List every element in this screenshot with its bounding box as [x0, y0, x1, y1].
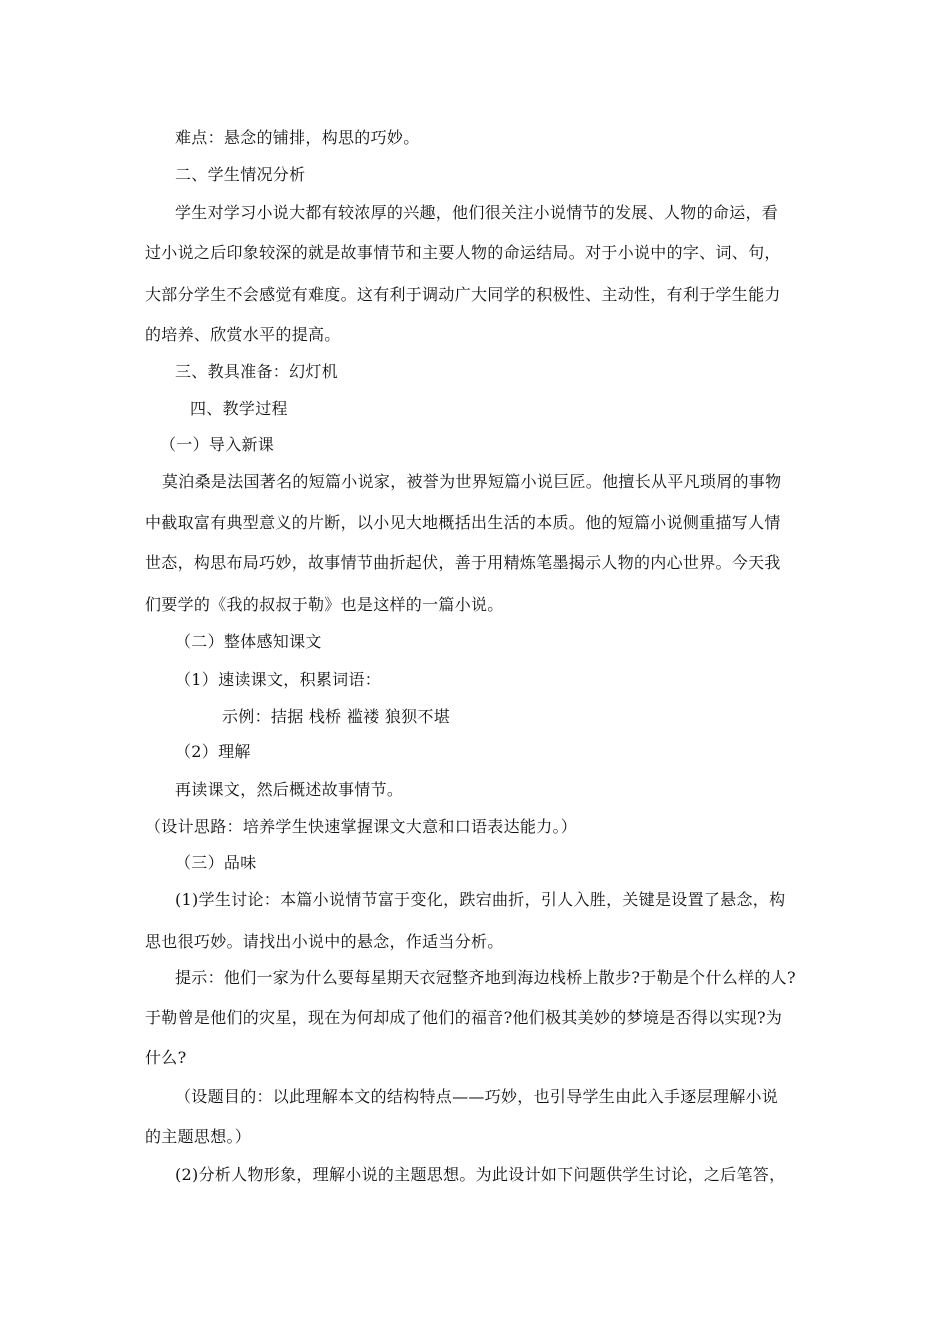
step-heading: （2）理解 — [175, 742, 251, 761]
section-heading-teaching-aids: 三、教具准备：幻灯机 — [175, 362, 339, 381]
section-heading-student-analysis: 二、学生情况分析 — [175, 165, 306, 184]
paragraph-line: 过小说之后印象较深的就是故事情节和主要人物的命运结局。对于小说中的字、词、句， — [145, 243, 781, 262]
paragraph-line: 于勒曾是他们的灾星，现在为何却成了他们的福音?他们极其美妙的梦境是否得以实现?为 — [145, 1008, 783, 1027]
paragraph-line: (2)分析人物形象，理解小说的主题思想。为此设计如下问题供学生讨论，之后笔答， — [175, 1165, 786, 1184]
paragraph-line: 世态，构思布局巧妙，故事情节曲折起伏，善于用精炼笔墨揭示人物的内心世界。今天我 — [145, 553, 781, 572]
design-note: （设计思路：培养学生快速掌握课文大意和口语表达能力。） — [145, 817, 578, 836]
subsection-heading-intro: （一）导入新课 — [160, 435, 275, 454]
step-heading: （1）速读课文，积累词语： — [175, 670, 382, 689]
subsection-heading-overview: （二）整体感知课文 — [175, 632, 322, 651]
difficulty-line: 难点：悬念的铺排，构思的巧妙。 — [175, 128, 420, 147]
paragraph-line: 学生对学习小说大都有较浓厚的兴趣，他们很关注小说情节的发展、人物的命运，看 — [175, 203, 779, 222]
paragraph-line: 莫泊桑是法国著名的短篇小说家，被誉为世界短篇小说巨匠。他擅长从平凡琐屑的事物 — [162, 472, 782, 491]
subsection-heading-savor: （三）品味 — [175, 853, 257, 872]
paragraph-line: 们要学的《我的叔叔于勒》也是这样的一篇小说。 — [145, 595, 504, 614]
section-heading-teaching-process: 四、教学过程 — [190, 399, 288, 418]
paragraph-line: 中截取富有典型意义的片断，以小见大地概括出生活的本质。他的短篇小说侧重描写人情 — [145, 513, 781, 532]
paragraph-line: 思也很巧妙。请找出小说中的悬念，作适当分析。 — [145, 932, 504, 951]
paragraph-line: 的主题思想。） — [145, 1127, 252, 1146]
vocabulary-example: 示例：拮据 栈桥 褴褛 狼狈不堪 — [222, 707, 451, 726]
paragraph-line: (1)学生讨论：本篇小说情节富于变化，跌宕曲折，引人入胜，关键是设置了悬念，构 — [175, 890, 786, 909]
paragraph-line: 大部分学生不会感觉有难度。这有利于调动广大同学的积极性、主动性，有利于学生能力 — [145, 285, 781, 304]
paragraph-line: （设题目的：以此理解本文的结构特点——巧妙，也引导学生由此入手逐层理解小说 — [175, 1087, 779, 1106]
paragraph-line: 的培养、欣赏水平的提高。 — [145, 325, 341, 344]
paragraph-line: 提示：他们一家为什么要每星期天衣冠整齐地到海边栈桥上散步?于勒是个什么样的人? — [175, 968, 796, 987]
paragraph-line: 再读课文，然后概述故事情节。 — [175, 780, 404, 799]
paragraph-line: 什么? — [145, 1048, 187, 1067]
